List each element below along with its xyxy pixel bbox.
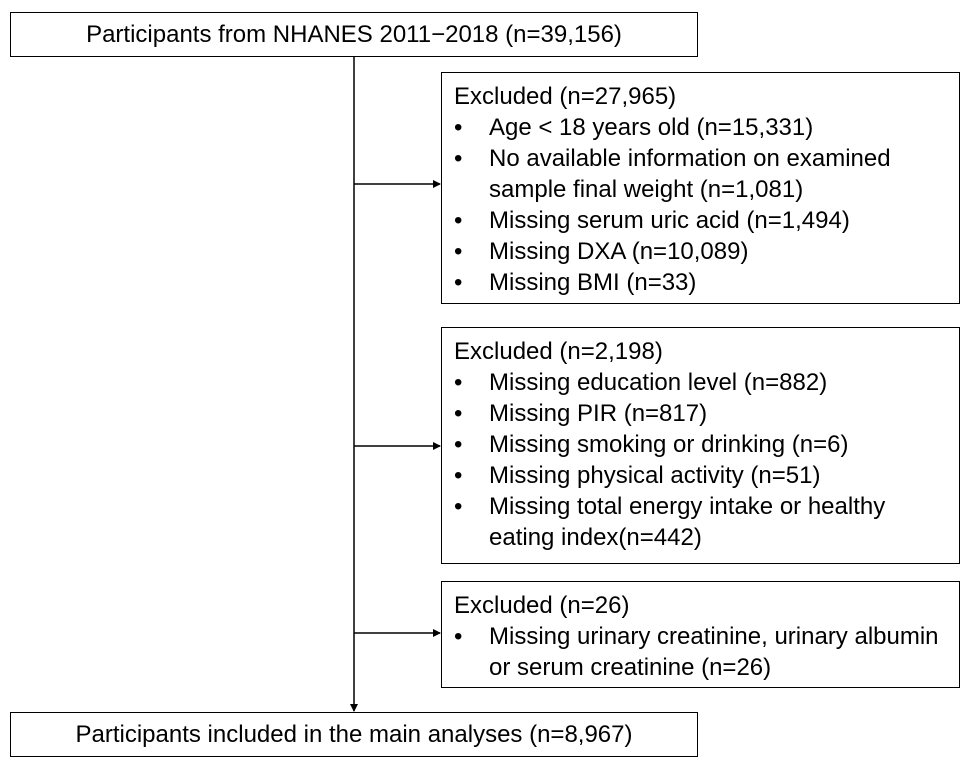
bullet-icon: • xyxy=(454,145,463,172)
exclusion-title: Excluded (n=27,965) xyxy=(454,83,677,110)
bullet-icon: • xyxy=(454,369,463,396)
list-item xyxy=(454,236,949,267)
exclusion-title: Excluded (n=26) xyxy=(454,592,630,619)
item-text: No available information on examined sample final weight (n=1,081) xyxy=(489,145,891,203)
item-text: Missing serum uric acid (n=1,494) xyxy=(489,207,850,234)
start-box-label: Participants from NHANES 2011−2018 (n=39,156) xyxy=(86,20,622,48)
bullet-icon: • xyxy=(454,114,463,141)
list-item xyxy=(454,621,949,683)
list-item xyxy=(454,143,949,205)
bullet-icon: • xyxy=(454,269,463,296)
item-text: Missing physical activity (n=51) xyxy=(489,462,821,489)
bullet-icon: • xyxy=(454,623,463,650)
item-text: Missing urinary creatinine, urinary albumin or serum creatinine (n=26) xyxy=(489,623,939,681)
item-text: Age < 18 years old (n=15,331) xyxy=(489,114,814,141)
final-box xyxy=(10,712,698,757)
list-item xyxy=(454,429,949,460)
exclusion-title: Excluded (n=2,198) xyxy=(454,338,663,365)
bullet-icon: • xyxy=(454,238,463,265)
final-box-label: Participants included in the main analyses (n=8,967) xyxy=(75,720,633,748)
exclusion-list xyxy=(454,621,949,683)
bullet-icon: • xyxy=(454,462,463,489)
list-item xyxy=(454,267,949,298)
bullet-icon: • xyxy=(454,493,463,520)
bullet-icon: • xyxy=(454,207,463,234)
exclusion-list xyxy=(454,112,949,298)
item-text: Missing education level (n=882) xyxy=(489,369,828,396)
list-item xyxy=(454,491,949,553)
list-item xyxy=(454,398,949,429)
item-text: Missing PIR (n=817) xyxy=(489,400,708,427)
item-text: Missing smoking or drinking (n=6) xyxy=(489,431,849,458)
list-item xyxy=(454,205,949,236)
item-text: Missing total energy intake or healthy eating index(n=442) xyxy=(489,493,886,551)
list-item xyxy=(454,112,949,143)
item-text: Missing BMI (n=33) xyxy=(489,269,697,296)
bullet-icon: • xyxy=(454,400,463,427)
list-item xyxy=(454,367,949,398)
exclusion-list xyxy=(454,367,949,553)
exclusion-box-3 xyxy=(441,581,960,688)
bullet-icon: • xyxy=(454,431,463,458)
item-text: Missing DXA (n=10,089) xyxy=(489,238,749,265)
list-item xyxy=(454,460,949,491)
exclusion-box-2 xyxy=(441,327,960,564)
start-box xyxy=(10,12,698,57)
exclusion-box-1 xyxy=(441,72,960,304)
